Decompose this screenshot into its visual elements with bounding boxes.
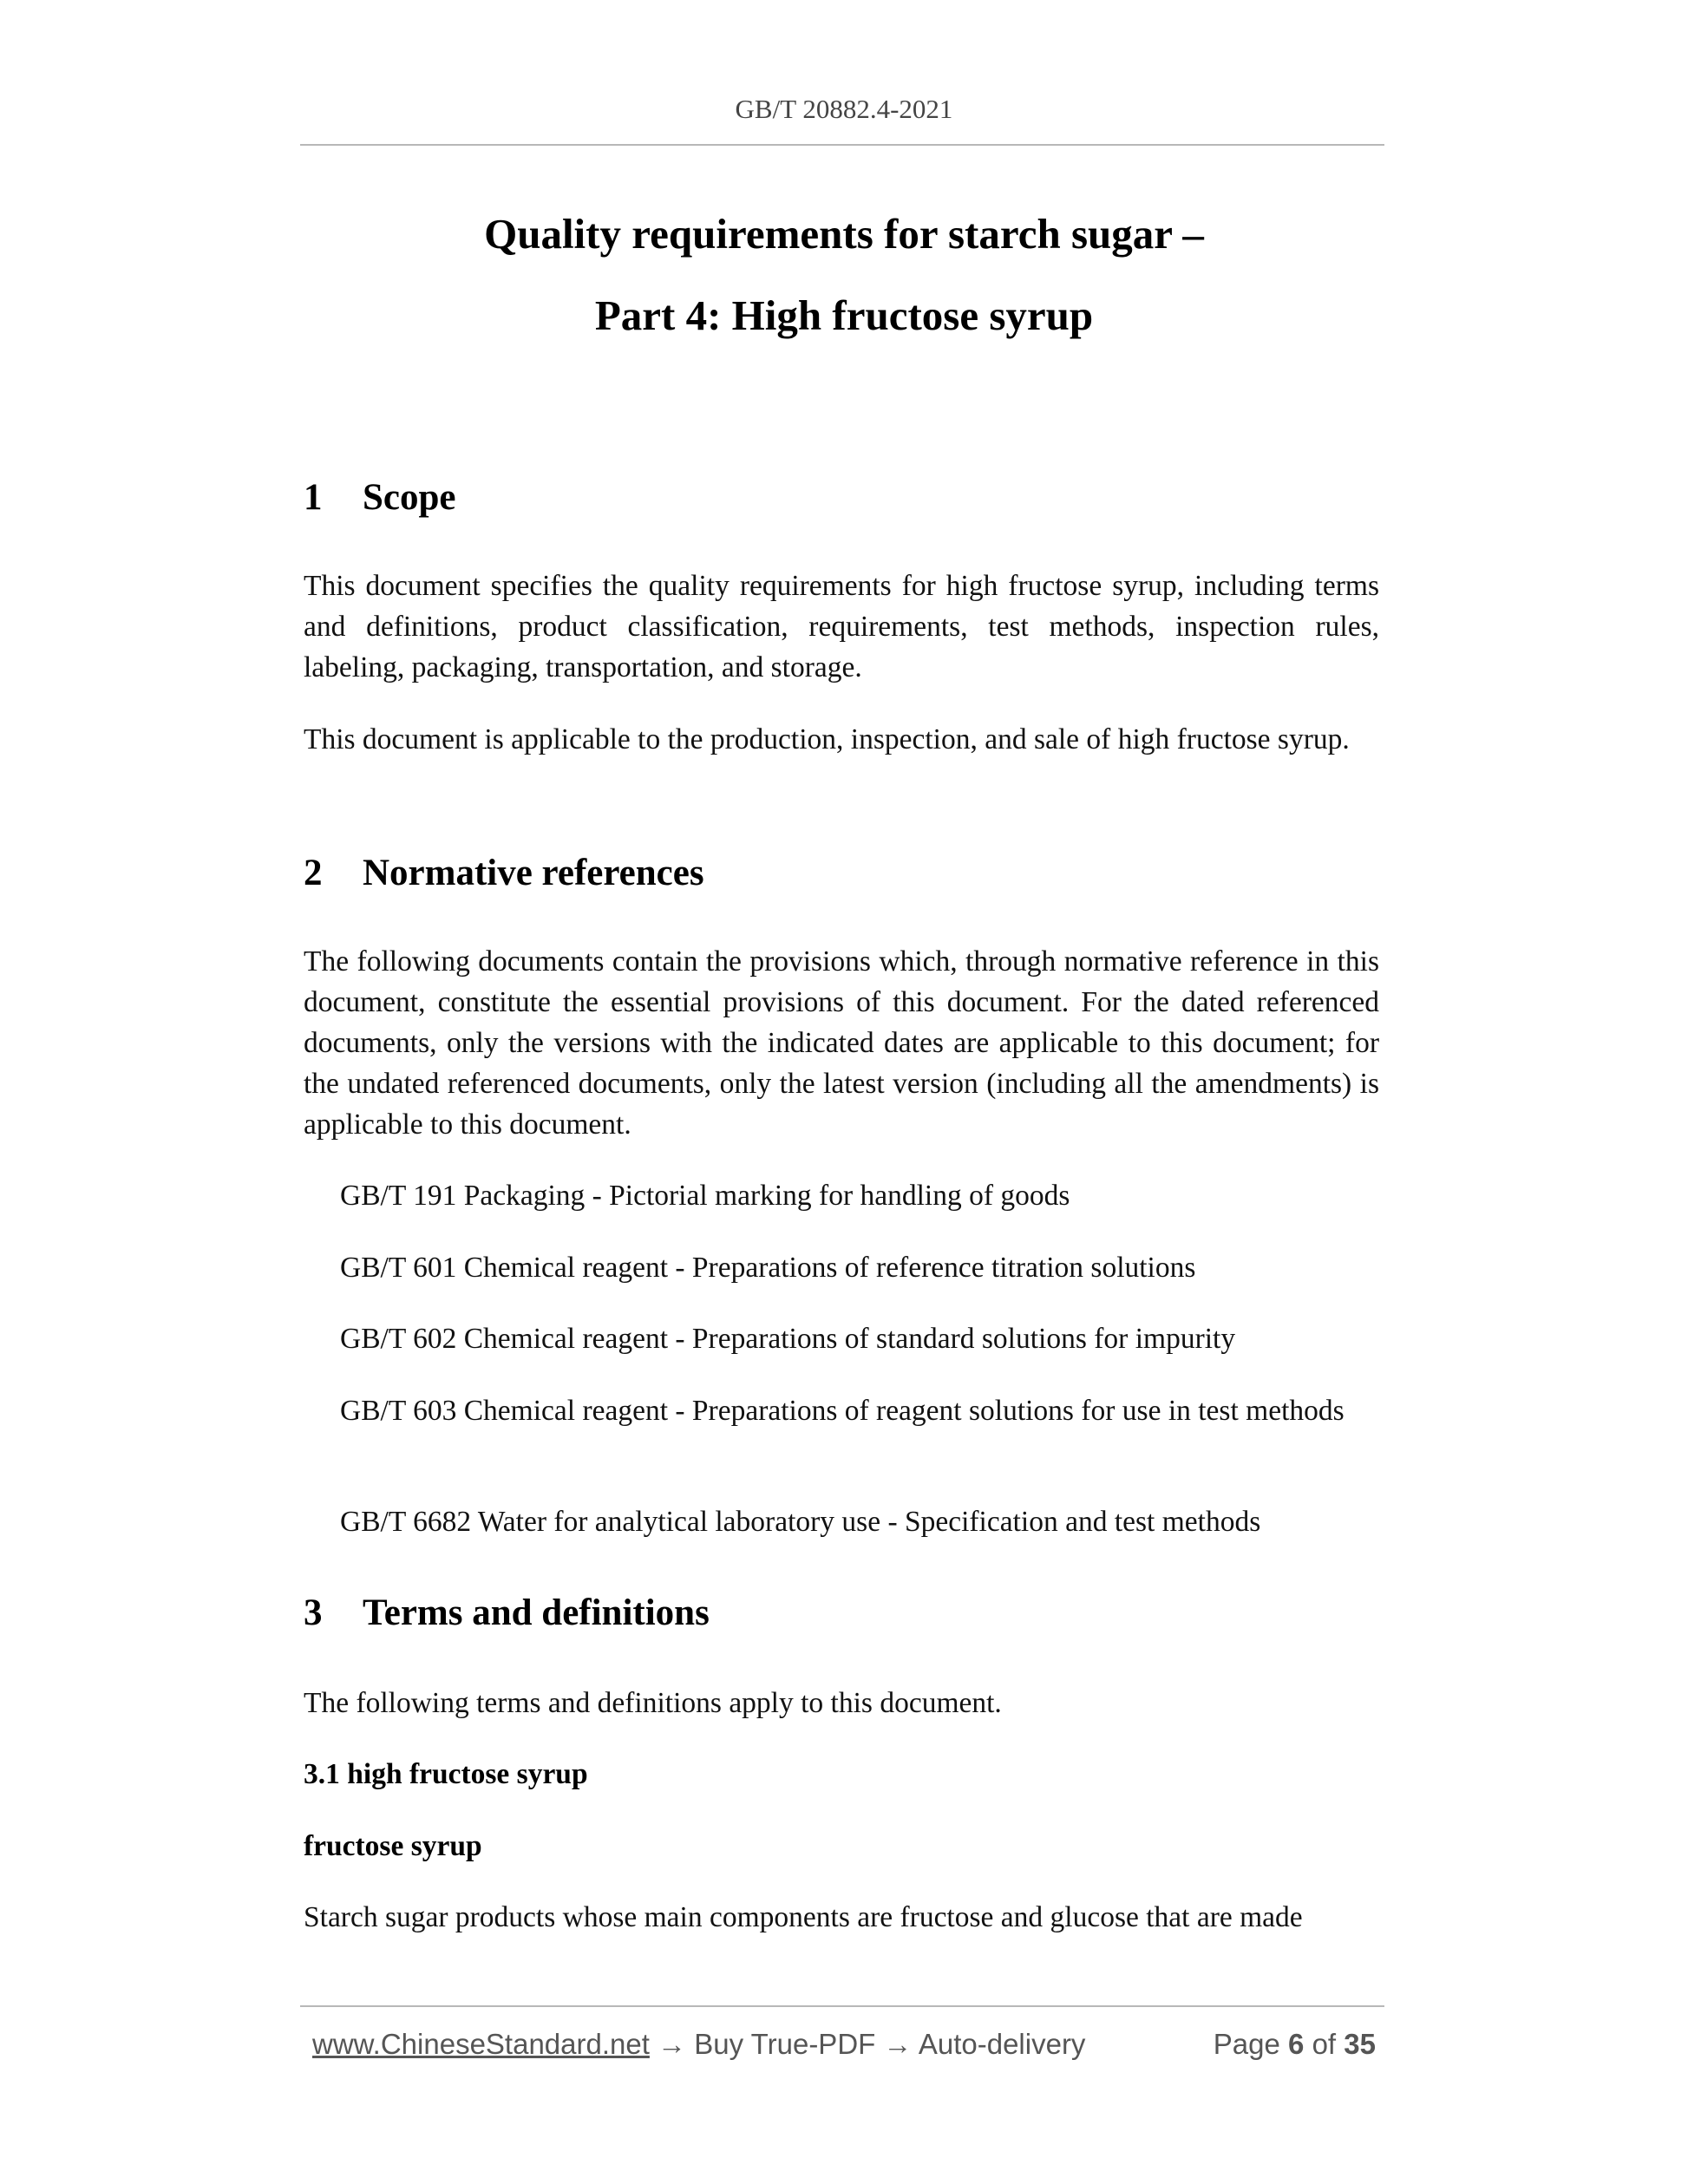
footer-promo [312,2024,1085,2064]
page-total: 35 [1344,2028,1376,2060]
section-heading-normative-references [304,850,704,897]
scope-paragraph-2: This document is applicable to the production, inspection, and sale of high fructose syrup. [304,723,1350,755]
section-number: 2 [304,853,323,893]
reference-item: GB/T 191 Packaging - Pictorial marking for handling of goods [340,1180,1070,1212]
reference-item: GB/T 603 Chemical reagent - Preparations of reagent solutions for use in test methods [340,1395,1345,1427]
arrow-right-icon: → [883,2028,913,2060]
section-number: 1 [304,477,323,518]
page-number [1214,2024,1376,2064]
section-title: Scope [363,477,456,518]
page-label: Page [1213,2028,1280,2060]
section-title: Terms and definitions [363,1592,710,1633]
website-link[interactable]: www.ChineseStandard.net [312,2028,650,2060]
page-footer [312,2024,1376,2064]
reference-item: GB/T 602 Chemical reagent - Preparations of standard solutions for impurity [340,1323,1236,1355]
term-entry-3-1: 3.1 high fructose syrup [304,1758,588,1790]
terms-intro-paragraph: The following terms and definitions apply to this document. [304,1687,1002,1719]
section-heading-terms-and-definitions [304,1590,710,1637]
scope-paragraph-1: This document specifies the quality requirements for high fructose syrup, including terms and definitions, product classification, requirements, test methods, inspection rules, labeling, packaging, transportation, and storage. [304,570,1379,683]
term-synonym: fructose syrup [304,1830,482,1862]
document-title-line-1: Quality requirements for starch sugar – [484,210,1204,258]
buy-true-pdf-text: Buy True-PDF [694,2028,876,2060]
running-header: GB/T 20882.4-2021 [735,94,953,124]
header-divider [300,144,1384,146]
term-definition-paragraph: Starch sugar products whose main components are fructose and glucose that are made [304,1901,1303,1933]
section-number: 3 [304,1592,323,1633]
section-heading-scope [304,474,456,521]
page-of-label: of [1312,2028,1337,2060]
arrow-right-icon: → [658,2028,687,2060]
reference-item: GB/T 601 Chemical reagent - Preparations of reference titration solutions [340,1252,1196,1284]
footer-divider [300,2005,1384,2007]
section-title: Normative references [363,853,704,893]
document-title-line-2: Part 4: High fructose syrup [594,291,1094,339]
normative-references-paragraph: The following documents contain the provisions which, through normative reference in this document, constitute the essential provisions of this document. For the dated referenced documents, only the versions with the indicated dates are applicable to this document; for the undated referenced documents, only the latest version (including all the amendments) is applicable to this document. [304,945,1379,1141]
reference-item: GB/T 6682 Water for analytical laboratory use - Specification and test methods [340,1506,1261,1538]
page-current: 6 [1288,2028,1305,2060]
auto-delivery-text: Auto-delivery [918,2028,1086,2060]
